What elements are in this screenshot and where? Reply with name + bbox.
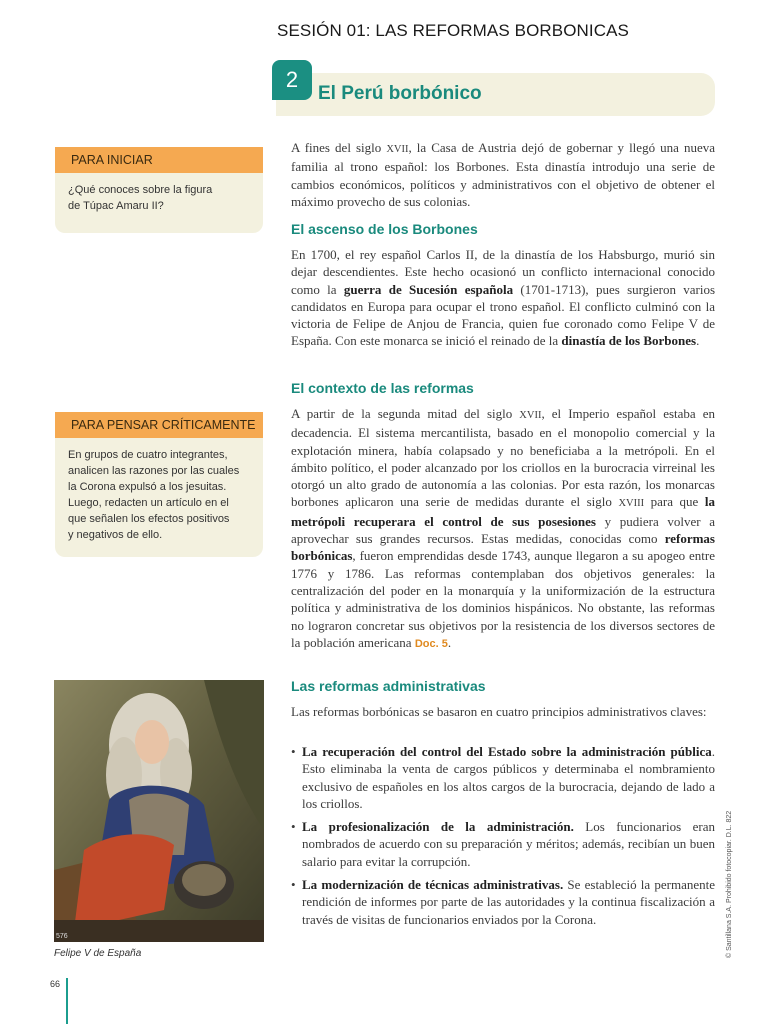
para-pensar-line: que señalen los efectos positivos [68,513,230,525]
bullet-bold: La modernización de técnicas administrativas. [302,877,564,893]
ascenso-text: . [696,333,700,349]
para-iniciar-heading: PARA INICIAR [55,147,263,173]
bullet-dot-icon: • [291,819,296,835]
portrait-illustration [54,680,264,942]
intro-paragraph [291,139,715,210]
ascenso-bold: guerra de Sucesión española [343,281,514,297]
contexto-text: , el Imperio español estaba en decadencia. El sistema mercantilista, basado en el monopolio comercial y la explotación minera, había colapsado y no beneficiaba a la metrópoli. En el ámbito político, el poder alcanzado por los criollos en la burocracia virreinal les otorgó un alto grado de autonomía a las colonias. Por esta razón, los monarcas borbones aplicaron una serie de medidas durante el siglo [291,406,715,510]
contexto-text: . [447,634,452,650]
contexto-text: , fueron emprendidas desde 1743, aunque llegaron a su apogeo entre 1776 y 1786. Las reformas contemplaban dos objetivos generales: la centralización del poder en la monarquía y la uniformización de la estructura política y administrativa de los dominios hispánicos. No obstante, las reformas no lograron concretar sus objetivos por la resistencia de los diversos sectores de la población americana [291,548,715,650]
portrait-caption: Felipe V de España [54,948,142,959]
page-margin-rule [66,978,68,1024]
ascenso-text: En 1700, el rey español Carlos II, de la dinastía de los Habsburgo, murió sin dejar descendientes. Este hecho ocasionó un conflicto internacional conocido como la [291,247,715,297]
para-iniciar-body [55,173,263,226]
section-number-badge: 2 [272,60,312,100]
list-item [291,818,715,870]
contexto-century: XVIII [618,498,645,510]
ascenso-paragraph [291,246,715,350]
para-pensar-line: Luego, redacten un artículo en el [68,497,229,509]
heading-administrativas: Las reformas administrativas [291,678,486,694]
heading-ascenso: El ascenso de los Borbones [291,221,478,237]
bullet-text: Se estableció la permanente rendición de informes por parte de las autoridades y la continua fiscalización a través de visitas de funcionarios enviados por la Corona. [302,877,715,927]
intro-text: A fines del siglo [291,140,387,155]
administrativas-list [291,743,715,934]
portrait-corner-number: 576 [56,933,68,940]
bullet-bold: La recuperación del control del Estado sobre la administración pública [302,744,712,759]
copyright-notice: © Santillana S.A. Prohibido fotocopiar. D.L. 822 [726,810,733,958]
bullet-bold: La profesionalización de la administración. [302,819,574,835]
para-pensar-heading: PARA PENSAR CRÍTICAMENTE [55,412,263,438]
contexto-text: para que [644,494,705,510]
ascenso-text: (1701-1713), pues surgieron varios candidatos en Europa para ocupar el trono español. El conflicto culminó con la victoria de Felipe de Anjou de Francia, quien fue coronado como Felipe V de España. Con este monarca se inició el reinado de la [291,281,716,349]
bullet-dot-icon: • [291,877,296,893]
para-iniciar-line: ¿Qué conoces sobre la figura [68,184,213,196]
administrativas-intro: Las reformas borbónicas se basaron en cuatro principios administrativos claves: [291,704,707,719]
para-pensar-line: analicen las razones por las cuales [68,465,240,477]
contexto-text: A partir de la segunda mitad del siglo [291,406,520,421]
contexto-bold: la metrópoli recuperara el control de sus posesiones [291,494,715,529]
para-pensar-line: y negativos de ello. [68,529,163,541]
para-pensar-body [55,438,263,555]
page-number: 66 [50,979,61,989]
session-title: SESIÓN 01: LAS REFORMAS BORBONICAS [277,21,629,40]
contexto-bold: reformas borbónicas [291,531,715,564]
section-title: El Perú borbónico [318,83,482,104]
bullet-text: Los funcionarios eran nombrados de acuerdo con su preparación y méritos; además, recibían un buen salario para evitar la corrupción. [302,819,715,869]
para-pensar-box [55,412,263,557]
heading-contexto: El contexto de las reformas [291,380,474,396]
para-pensar-line: la Corona expulsó a los jesuitas. [68,481,227,493]
intro-text: , la Casa de Austria dejó de gobernar y llegó una nueva familia al trono español: los Borbones. Esta dinastía introdujo una serie de cambios económicos, políticos y administrativos con el objetivo de obtener el máximo provecho de sus colonias. [291,140,715,209]
list-item [291,876,715,928]
bullet-text: . Esto eliminaba la venta de cargos públicos y determinaba el nombramiento exclusivo de españoles en los altos cargos de la burocracia, dejando de lado a los criollos. [302,744,715,811]
contexto-paragraph [291,405,715,653]
list-item [291,743,715,812]
doc-reference-link[interactable]: Doc. 5 [414,637,448,650]
para-iniciar-line: de Túpac Amaru II? [68,200,164,212]
intro-century: XVII [386,144,409,155]
contexto-text: y pudiera volver a aprovechar sus grandes recursos. Estas medidas, conocidas como [291,513,715,547]
para-pensar-line: En grupos de cuatro integrantes, [68,449,228,461]
portrait-felipe-v [54,680,264,942]
ascenso-bold: dinastía de los Borbones [561,333,697,349]
para-iniciar-box [55,147,263,233]
contexto-century: XVII [519,410,542,421]
bullet-dot-icon: • [291,744,296,759]
